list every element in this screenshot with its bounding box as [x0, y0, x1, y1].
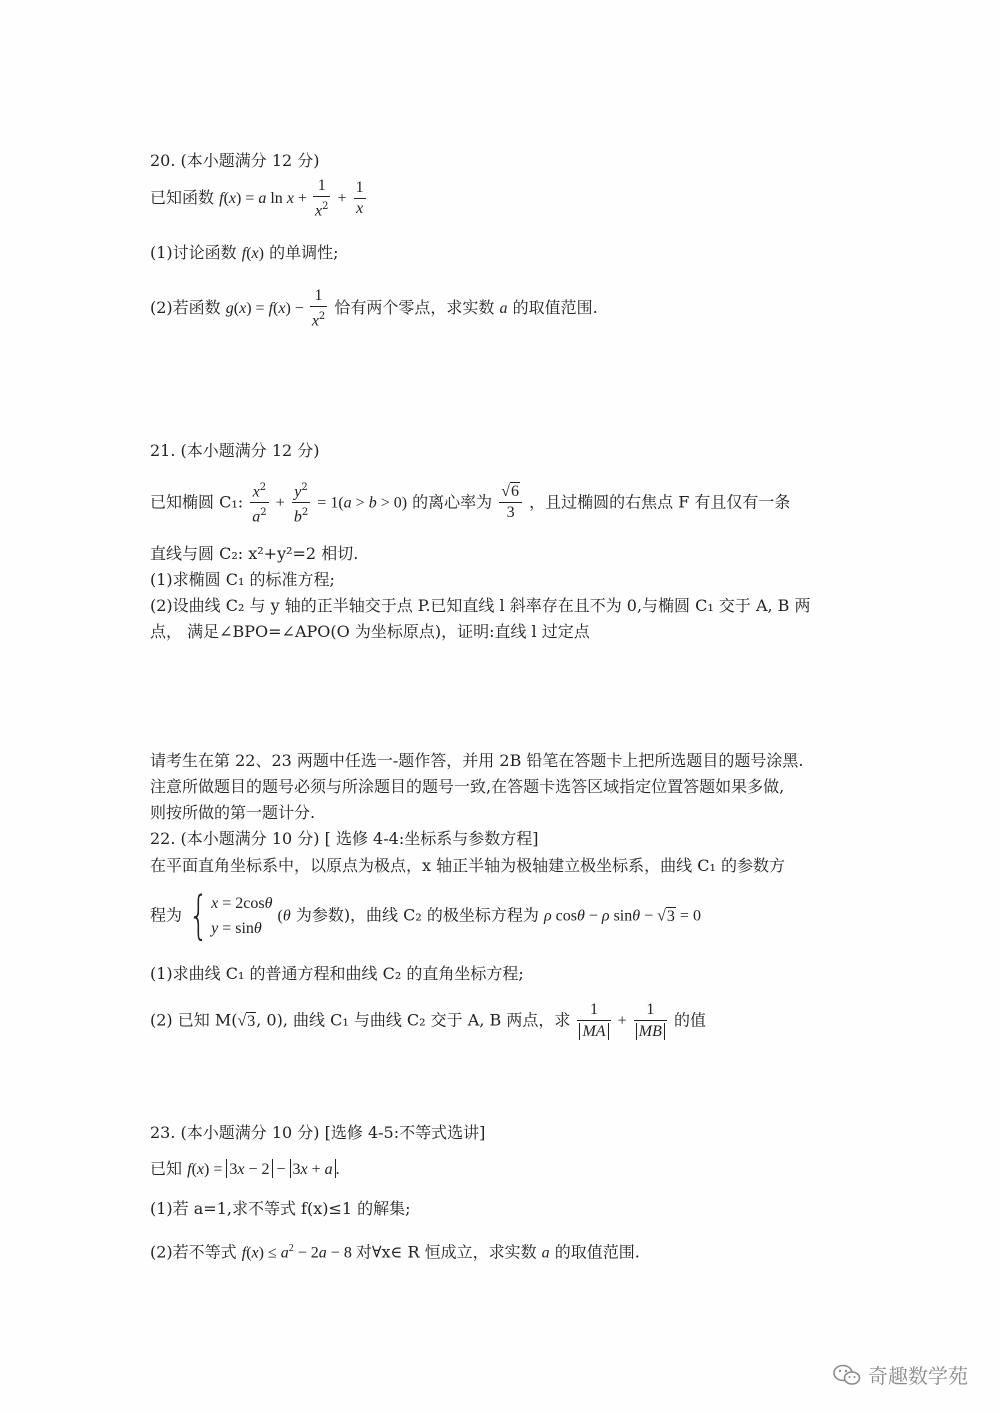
fraction: $\frac{1}{x}$ — [355, 179, 364, 218]
q21-line2: 直线与圆 C₂: x²+y²=2 相切. — [150, 544, 359, 563]
fraction: $\frac{x^2}{a^2}$ — [252, 482, 267, 526]
q22-line2: 程为 { x = 2cosθ y = sinθ (θ 为参数)，曲线 C₂ 的极坐标方程为 ρ cosθ − ρ sinθ − √3 = 0 — [150, 886, 701, 946]
q22-line1: 在平面直角坐标系中，以原点为极点，x 轴正半轴为极轴建立极坐标系，曲线 C₁ 的参数方 — [150, 856, 785, 875]
left-brace: { — [188, 886, 209, 946]
fraction: $\frac{y^2}{b^2}$ — [293, 482, 309, 526]
q20-stem: 已知函数 f(x) = a ln x + $\frac{1}{x^2}$ + $\frac{1}{x}$ — [150, 177, 364, 220]
q22-header: 22. (本小题满分 10 分) [ 选修 4-4:坐标系与参数方程] — [150, 829, 539, 848]
q23-stem: 已知 f(x) = 3x − 2 − 3x + a . — [150, 1159, 340, 1178]
q22-part1: (1)求曲线 C₁ 的普通方程和曲线 C₂ 的直角坐标方程; — [150, 964, 524, 983]
q21-stem: 已知椭圆 C₁: $\frac{x^2}{a^2}$ + $\frac{y^2}{b^2}$ = 1(a > b > 0) 的离心率为 $\frac{√6}{3}$ ，且过椭圆的右焦点 F 有且仅有一条 — [150, 478, 790, 528]
q20-header: 20. (本小题满分 12 分) — [150, 151, 320, 170]
parametric-system: x = 2cosθ y = sinθ — [211, 895, 273, 937]
wechat-icon — [832, 1363, 862, 1387]
instruction-line1: 请考生在第 22、23 两题中任选一-题作答，并用 2B 铅笔在答题卡上把所选题目的题号涂黑. — [150, 751, 804, 770]
q21-part2-line2: 点， 满足∠BPO=∠APO(O 为坐标原点)，证明:直线 l 过定点 — [150, 622, 590, 641]
watermark-text: 奇趣数学苑 — [868, 1364, 968, 1388]
q20-part2: (2)若函数 g(x) = f(x) − $\frac{1}{x^2}$ 恰有两个零点，求实数 a 的取值范围. — [150, 287, 598, 330]
q22-part2: (2) 已知 M(√3, 0), 曲线 C₁ 与曲线 C₂ 交于 A, B 两点，求 $\frac{1}{MA}$ + $\frac{1}{MB}$ 的值 — [150, 1001, 706, 1040]
q21-part1: (1)求椭圆 C₁ 的标准方程; — [150, 570, 335, 589]
q21-part2-line1: (2)设曲线 C₂ 与 y 轴的正半轴交于点 P.已知直线 l 斜率存在且不为 0,与椭圆 C₁ 交于 A, B 两 — [150, 596, 811, 615]
fraction: $\frac{1}{x^2}$ — [311, 287, 326, 330]
instruction-line3: 则按所做的第一题计分. — [150, 803, 316, 822]
fraction: $\frac{1}{MA}$ — [577, 1000, 610, 1042]
q23-part1: (1)若 a=1,求不等式 f(x)≤1 的解集; — [150, 1199, 411, 1218]
fraction: $\frac{√6}{3}$ — [499, 482, 522, 523]
watermark — [832, 1360, 968, 1389]
q23-part2: (2)若不等式 $f(x) \le a^2 - 2a - 8$ 对∀x∈ R 恒成立，求实数 a 的取值范围. — [150, 1242, 640, 1262]
fraction: $\frac{1}{MB}$ — [634, 1000, 667, 1042]
q20-part1: (1)讨论函数 f(x) 的单调性; — [150, 243, 339, 262]
instruction-line2: 注意所做题目的题号必须与所涂题目的题号一致,在答题卡选答区域指定位置答题如果多做, — [150, 777, 785, 796]
q21-header: 21. (本小题满分 12 分) — [150, 441, 320, 460]
fraction: $\frac{1}{x^2}$ — [314, 177, 329, 220]
q23-header: 23. (本小题满分 10 分) [选修 4-5:不等式选讲] — [150, 1123, 486, 1142]
